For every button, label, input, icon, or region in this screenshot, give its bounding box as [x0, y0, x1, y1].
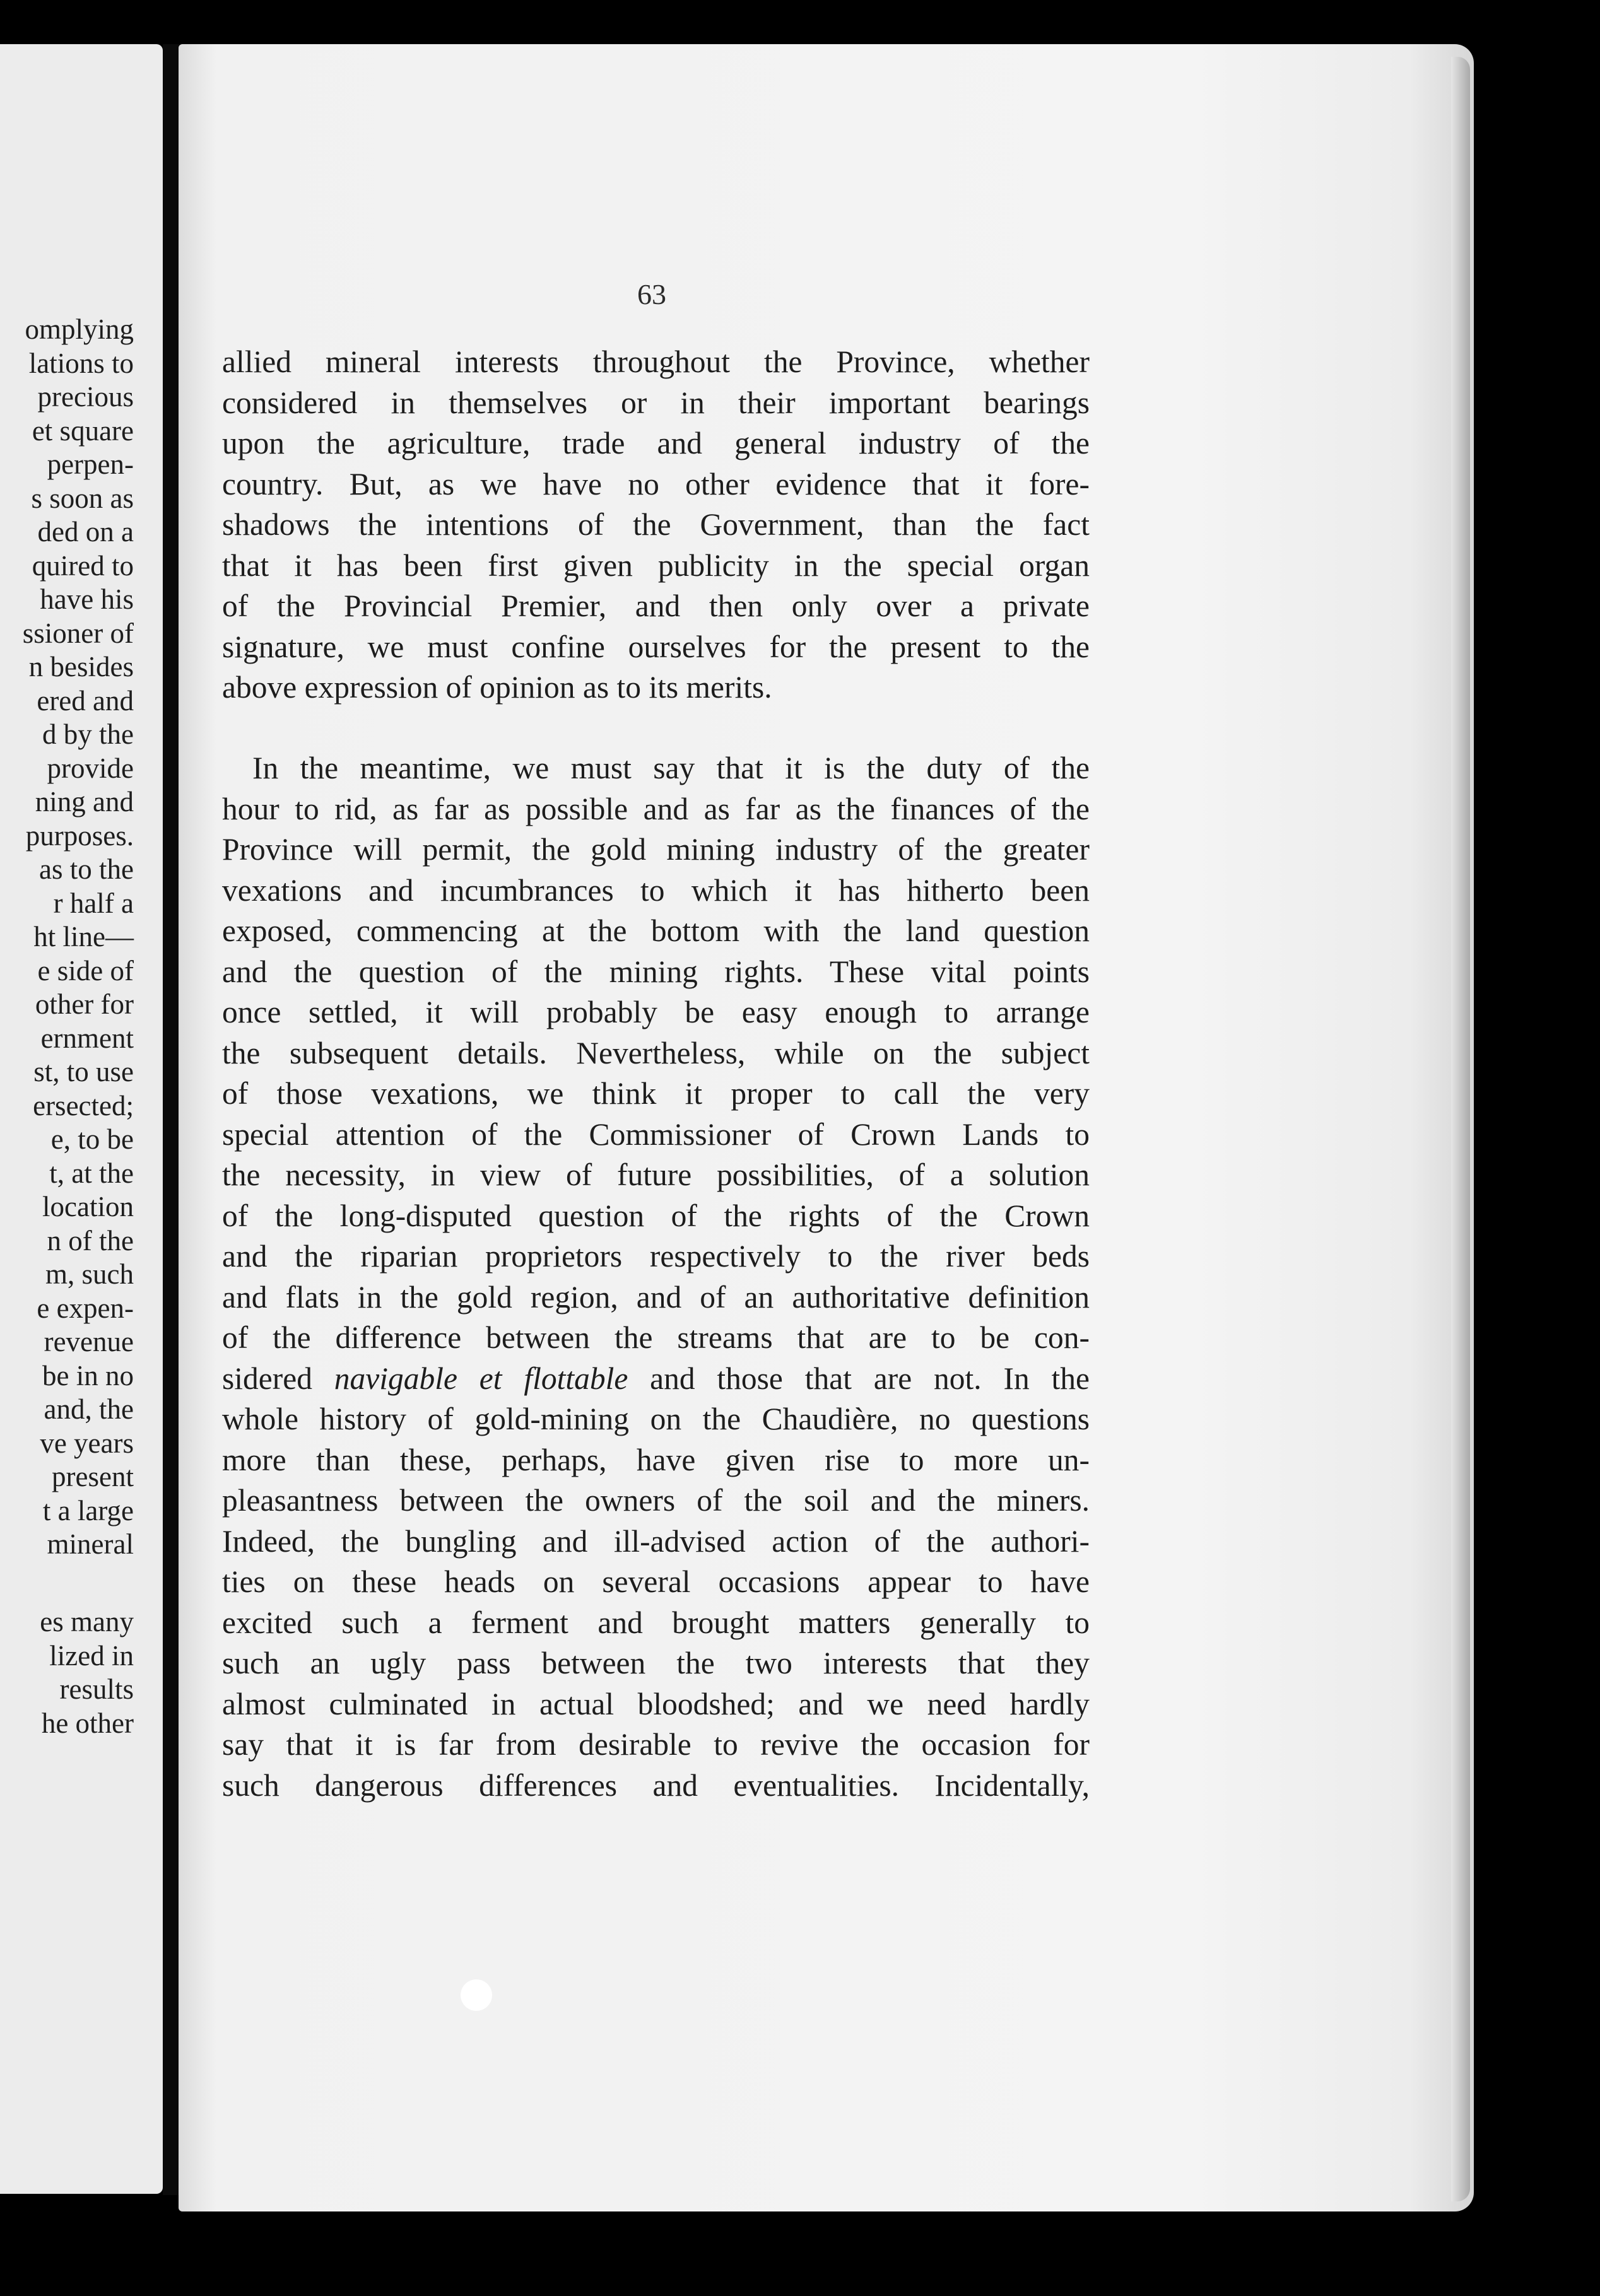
text-line: sidered navigable et flottable and those that are not. In the	[222, 1361, 1090, 1396]
text-line: of the Provincial Premier, and then only over a private	[222, 589, 1090, 623]
text-line: say that it is far from desirable to revive the occasion for	[222, 1727, 1090, 1762]
left-page-line: st, to use	[33, 1056, 134, 1087]
left-page-line: e expen-	[37, 1292, 134, 1324]
left-page-line: mineral	[47, 1528, 134, 1560]
text-line: signature, we must confine ourselves for the present to the	[222, 629, 1090, 664]
left-page-line: ning and	[35, 786, 134, 817]
text-line: vexations and incumbrances to which it has hitherto been	[222, 872, 1090, 908]
left-page-line: n of the	[47, 1224, 134, 1256]
left-page-line: provide	[47, 752, 134, 784]
left-page-line: lized in	[49, 1639, 134, 1672]
left-page-line: d by the	[42, 718, 134, 750]
text-line: whole history of gold-mining on the Chaudière, no questions	[222, 1402, 1090, 1436]
text-line: and the riparian proprietors respectively to the river beds	[222, 1239, 1090, 1274]
left-page-line: t, at the	[49, 1157, 134, 1189]
left-page-line: purposes.	[25, 819, 134, 852]
left-page-line: perpen-	[47, 448, 134, 480]
left-page-line: s soon as	[31, 482, 134, 514]
text-line: more than these, perhaps, have given rise to more un-	[222, 1442, 1090, 1477]
left-page-line: other for	[35, 988, 134, 1020]
text-line: such dangerous differences and eventualities. Incidentally,	[222, 1767, 1090, 1803]
text-line: considered in themselves or in their important bearings	[222, 385, 1090, 420]
text-line: of the difference between the streams that are to be con-	[222, 1320, 1090, 1355]
text-line: such an ugly pass between the two interests that they	[222, 1646, 1090, 1680]
text-line: once settled, it will probably be easy enough to arrange	[222, 995, 1090, 1029]
paragraph-2	[222, 748, 1090, 1806]
text-line: shadows the intentions of the Government, than the fact	[222, 507, 1090, 542]
left-page-line: lations to	[28, 347, 134, 379]
text-line: exposed, commencing at the bottom with the land question	[222, 913, 1090, 948]
left-page-line: ht line—	[33, 921, 134, 952]
text-line: almost culminated in actual bloodshed; and we need hardly	[222, 1686, 1090, 1721]
text-line: In the meantime, we must say that it is the duty of the	[252, 751, 1090, 785]
left-page-line: ssioner of	[22, 617, 134, 649]
text-line: of those vexations, we think it proper to call the very	[222, 1076, 1090, 1111]
text-line: Indeed, the bungling and ill-advised action of the authori-	[222, 1523, 1090, 1559]
text-line: that it has been first given publicity in the special organ	[222, 548, 1090, 583]
book-gutter	[163, 44, 179, 2195]
left-page-line: t a large	[42, 1494, 134, 1526]
text-line: upon the agriculture, trade and general industry of the	[222, 426, 1090, 460]
text-line: above expression of opinion as to its merits.	[222, 670, 772, 705]
text-line: the subsequent details. Nevertheless, while on the subject	[222, 1035, 1090, 1070]
text-line: hour to rid, as far as possible and as far as the finances of the	[222, 791, 1090, 826]
left-page-line: results	[59, 1673, 134, 1705]
italic-phrase: navigable et flottable	[334, 1361, 628, 1396]
left-page-line: et square	[32, 414, 134, 447]
page-number: 63	[637, 278, 666, 310]
left-page-line: revenue	[44, 1326, 134, 1357]
left-page-line: es many	[40, 1606, 134, 1637]
text-line: the necessity, in view of future possibilities, of a solution	[222, 1157, 1090, 1192]
left-page-line: he other	[41, 1707, 134, 1739]
text-line: allied mineral interests throughout the Province, whether	[222, 344, 1090, 379]
left-page-line: location	[42, 1191, 134, 1222]
text-line: and the question of the mining rights. These vital points	[222, 954, 1090, 989]
left-page-line: ve years	[40, 1427, 134, 1459]
left-page-line: ered and	[37, 684, 134, 717]
left-page-line: have his	[40, 583, 134, 615]
text-line: and flats in the gold region, and of an authoritative definition	[222, 1279, 1090, 1315]
left-page-line: omplying	[25, 313, 134, 345]
text-line: excited such a ferment and brought matters generally to	[222, 1605, 1090, 1640]
left-page-line: and, the	[44, 1393, 134, 1425]
left-page-line: m, such	[45, 1258, 134, 1290]
left-page-line: ernment	[40, 1022, 134, 1054]
left-page-line: e side of	[37, 954, 134, 987]
left-page-line: present	[52, 1461, 134, 1492]
text-line: of the long-disputed question of the rights of the Crown	[222, 1198, 1090, 1233]
text-line: country. But, as we have no other evidence that it fore-	[222, 466, 1090, 501]
text-line: Province will permit, the gold mining industry of the greater	[222, 832, 1090, 867]
left-page-line: ded on a	[37, 516, 134, 548]
left-page-line: e, to be	[50, 1123, 134, 1155]
previous-page-fragment	[0, 44, 163, 2194]
text-line: pleasantness between the owners of the soil and the miners.	[222, 1483, 1090, 1518]
paragraph-1	[222, 342, 1090, 708]
page-edge	[1451, 57, 1470, 2201]
left-page-line: precious	[37, 381, 134, 413]
left-page-line: n besides	[28, 651, 134, 682]
text-line: ties on these heads on several occasions appear to have	[222, 1564, 1090, 1599]
dust-speck	[461, 1979, 492, 2011]
left-page-line: quired to	[32, 549, 134, 582]
text-line: special attention of the Commissioner of Crown Lands to	[222, 1116, 1090, 1152]
left-page-line: r half a	[53, 887, 134, 919]
left-page-line: be in no	[42, 1359, 134, 1391]
left-page-line: ersected;	[33, 1089, 134, 1122]
left-page-line: as to the	[39, 853, 134, 885]
